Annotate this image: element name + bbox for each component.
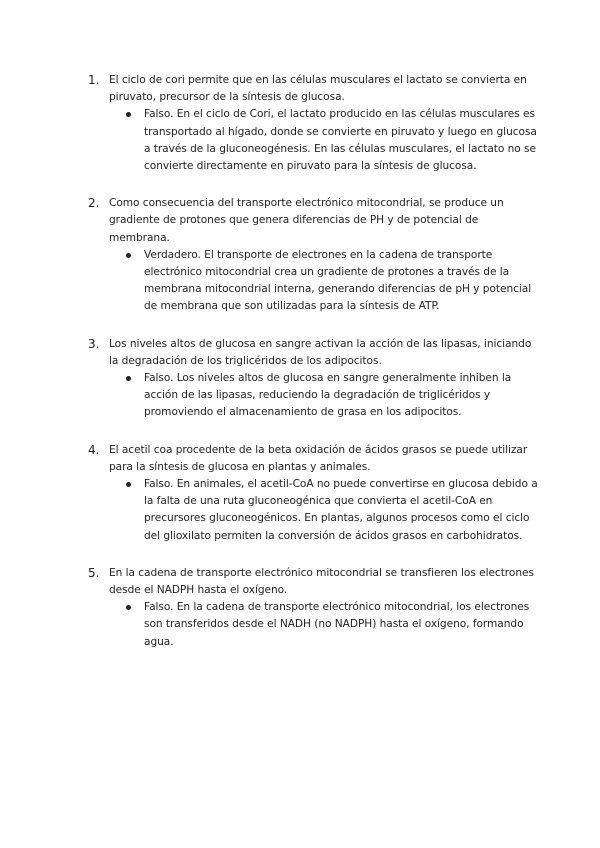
question-list — [88, 72, 538, 671]
question-statement: Como consecuencia del transporte electrónico mitocondrial, se produce un gradiente de protones que genera diferencias de PH y de potencial de membrana. — [109, 197, 504, 244]
answer-list — [109, 370, 538, 422]
answer-list — [109, 106, 538, 175]
question-item-2 — [88, 195, 538, 315]
question-item-1 — [88, 72, 538, 175]
question-item-4 — [88, 442, 538, 545]
answer-item — [144, 370, 538, 422]
answer-item — [144, 476, 538, 545]
question-statement: El ciclo de cori permite que en las células musculares el lactato se convierta en piruvato, precursor de la síntesis de glucosa. — [109, 74, 527, 104]
answer-text: Falso. En el ciclo de Cori, el lactato producido en las células musculares es transportado al hígado, donde se convierte en piruvato y luego en glucosa a través de la gluconeogénesis. En las células musculares, el lactato no se convierte directamente en piruvato para la síntesis de glucosa. — [144, 108, 537, 173]
question-statement: En la cadena de transporte electrónico mitocondrial se transfieren los electrones desde el NADPH hasta el oxígeno. — [109, 566, 534, 597]
bullet-icon — [126, 376, 131, 381]
answer-list — [109, 476, 538, 545]
question-item-5 — [88, 565, 538, 651]
bullet-icon — [126, 253, 131, 258]
question-number: 5. — [88, 565, 100, 580]
question-statement: Los niveles altos de glucosa en sangre activan la acción de las lipasas, iniciando la degradación de los triglicéridos de los adipocitos. — [109, 337, 532, 367]
answer-text: Verdadero. El transporte de electrones en la cadena de transporte electrónico mitocondrial crea un gradiente de protones a través de la membrana mitocondrial interna, generando diferencias de pH y potencial de membrana que son utilizadas para la síntesis de ATP. — [144, 248, 532, 313]
answer-item — [144, 106, 538, 175]
answer-text: Falso. En animales, el acetil-CoA no puede convertirse en glucosa debido a la falta de una ruta gluconeogénica que convierta el acetil-CoA en precursores gluconeogénicos. En plantas, algunos procesos como el ciclo del glioxilato permiten la conversión de ácidos grasos en carbohidratos. — [144, 478, 538, 542]
answer-text: Falso. Los niveles altos de glucosa en sangre generalmente inhiben la acción de las lipasas, reduciendo la degradación de triglicéridos y promoviendo el almacenamiento de grasa en los adipocitos. — [144, 372, 512, 419]
bullet-icon — [126, 605, 131, 610]
answer-item — [144, 599, 538, 651]
question-number: 4. — [88, 442, 100, 457]
bullet-icon — [126, 482, 131, 487]
answer-list — [109, 599, 538, 651]
bullet-icon — [126, 112, 131, 117]
answer-item — [144, 247, 538, 316]
question-number: 2. — [88, 196, 100, 211]
answer-list — [109, 247, 538, 316]
question-number: 3. — [88, 336, 100, 351]
question-item-3 — [88, 336, 538, 422]
question-number: 1. — [88, 73, 100, 87]
answer-text: Falso. En la cadena de transporte electrónico mitocondrial, los electrones son transferidos desde el NADH (no NADPH) hasta el oxígeno, formando agua. — [144, 601, 530, 648]
question-statement: El acetil coa procedente de la beta oxidación de ácidos grasos se puede utilizar para la síntesis de glucosa en plantas y animales. — [109, 443, 528, 473]
